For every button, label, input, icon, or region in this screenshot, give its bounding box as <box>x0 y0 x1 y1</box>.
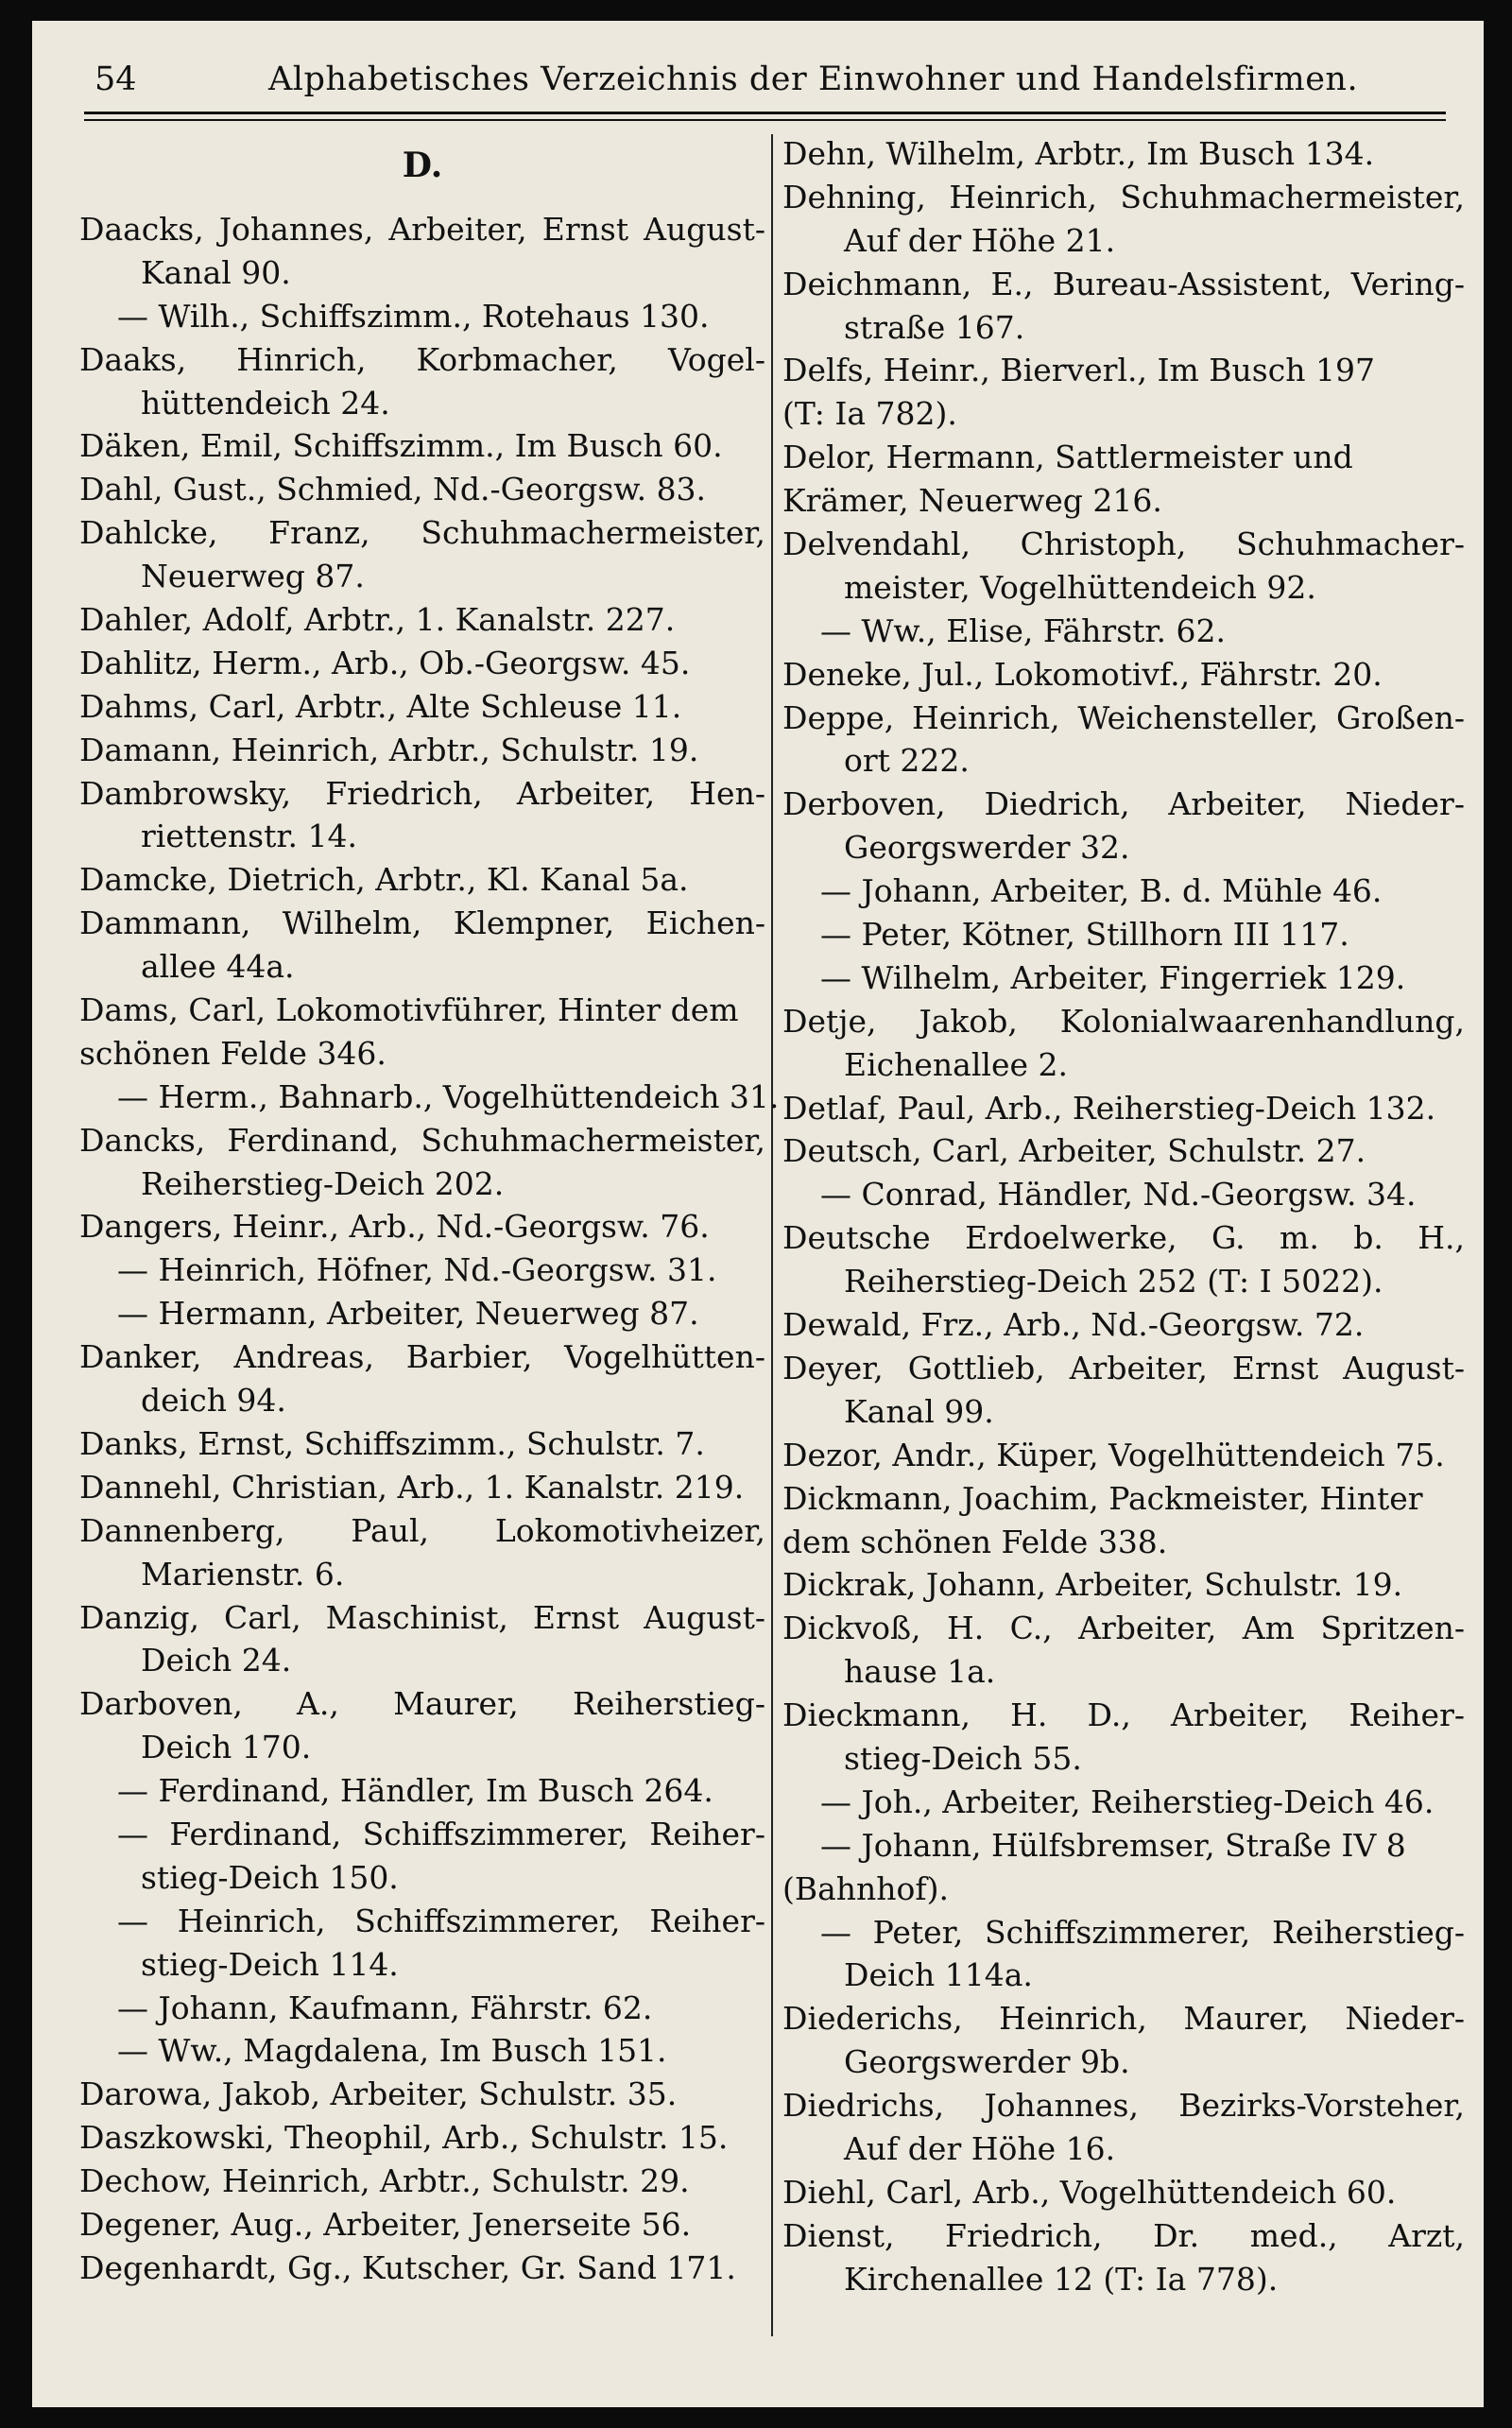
entry-line: Daacks, Johannes, Arbeiter, Ernst August- <box>79 211 765 248</box>
entry-line: riettenstr. 14. <box>141 818 357 855</box>
column-divider <box>771 134 773 2336</box>
entry-line: Deutsche Erdoelwerke, G. m. b. H., <box>782 1219 1465 1257</box>
entry-line: Daszkowski, Theophil, Arb., Schulstr. 15. <box>79 2119 729 2157</box>
entry-line: stieg-Deich 114. <box>141 1945 399 1983</box>
entry-line: Damcke, Dietrich, Arbtr., Kl. Kanal 5a. <box>79 861 689 899</box>
entry-line: Deich 170. <box>141 1729 312 1766</box>
header-rule-thin <box>84 119 1446 121</box>
entry-line: Delor, Hermann, Sattlermeister und <box>782 439 1353 476</box>
entry-line: Dahms, Carl, Arbtr., Alte Schleuse 11. <box>79 687 682 725</box>
entry-line: Damann, Heinrich, Arbtr., Schulstr. 19. <box>79 731 699 768</box>
entry-line: Diehl, Carl, Arb., Vogelhüttendeich 60. <box>782 2173 1397 2211</box>
entry-line: Deich 114a. <box>844 1956 1033 1994</box>
entry-line: Auf der Höhe 16. <box>844 2129 1116 2167</box>
entry-line: Dewald, Frz., Arb., Nd.-Georgsw. 72. <box>782 1306 1365 1344</box>
entry-line: Dickrak, Johann, Arbeiter, Schulstr. 19. <box>782 1566 1403 1604</box>
entry-line: — Ferdinand, Händler, Im Busch 264. <box>117 1772 713 1810</box>
entry-line: Dambrowsky, Friedrich, Arbeiter, Hen- <box>79 774 765 812</box>
entry-line: Darowa, Jakob, Arbeiter, Schulstr. 35. <box>79 2075 678 2113</box>
entry-line: Dienst, Friedrich, Dr. med., Arzt, <box>782 2216 1465 2254</box>
entry-line: Detje, Jakob, Kolonialwaarenhandlung, <box>782 1002 1465 1040</box>
entry-line: Reiherstieg-Deich 202. <box>141 1164 505 1202</box>
entry-line: — Ww., Magdalena, Im Busch 151. <box>117 2032 667 2070</box>
entry-line: Deichmann, E., Bureau-Assistent, Vering- <box>782 265 1465 302</box>
entry-line: Auf der Höhe 21. <box>844 221 1116 259</box>
entry-line: (T: Ia 782). <box>782 395 957 433</box>
entry-line: Dannehl, Christian, Arb., 1. Kanalstr. 219. <box>79 1468 745 1506</box>
left-column <box>79 132 780 2290</box>
entry-line: — Johann, Arbeiter, B. d. Mühle 46. <box>820 872 1383 910</box>
entry-line: allee 44a. <box>141 948 295 986</box>
right-column <box>782 132 1465 2301</box>
entry-line: Krämer, Neuerweg 216. <box>782 482 1162 520</box>
entry-line: Degenhardt, Gg., Kutscher, Gr. Sand 171. <box>79 2248 736 2286</box>
entry-line: Dehning, Heinrich, Schuhmachermeister, <box>782 178 1465 215</box>
entry-line: Delfs, Heinr., Bierverl., Im Busch 197 <box>782 352 1375 389</box>
entry-line: — Herm., Bahnarb., Vogelhüttendeich 31. <box>117 1077 780 1115</box>
entry-line: Deich 24. <box>141 1642 292 1679</box>
entry-line: Dahlitz, Herm., Arb., Ob.-Georgsw. 45. <box>79 644 691 681</box>
entry-line: (Bahnhof). <box>782 1869 950 1907</box>
entry-line: straße 167. <box>844 308 1025 346</box>
entry-line: Neuerweg 87. <box>141 558 365 595</box>
entry-line: Dahler, Adolf, Arbtr., 1. Kanalstr. 227. <box>79 601 676 639</box>
entry-line: — Wilh., Schiffszimm., Rotehaus 130. <box>117 297 710 335</box>
entry-line: schönen Felde 346. <box>79 1034 387 1072</box>
entry-line: — Joh., Arbeiter, Reiherstieg-Deich 46. <box>820 1782 1435 1820</box>
entry-line: Deneke, Jul., Lokomotivf., Fährstr. 20. <box>782 655 1383 693</box>
entry-line: Dams, Carl, Lokomotivführer, Hinter dem <box>79 991 739 1029</box>
entry-line: Dammann, Wilhelm, Klempner, Eichen- <box>79 904 765 942</box>
entry-line: — Heinrich, Höfner, Nd.-Georgsw. 31. <box>117 1251 717 1289</box>
entry-line: Dickvoß, H. C., Arbeiter, Am Spritzen- <box>782 1610 1465 1647</box>
entry-line: Dickmann, Joachim, Packmeister, Hinter <box>782 1479 1423 1517</box>
entry-line: Deyer, Gottlieb, Arbeiter, Ernst August- <box>782 1349 1465 1386</box>
entry-line: — Johann, Hülfsbremser, Straße IV 8 <box>820 1826 1406 1864</box>
entry-line: Danker, Andreas, Barbier, Vogelhütten- <box>79 1338 765 1376</box>
entry-line: Dezor, Andr., Küper, Vogelhüttendeich 75. <box>782 1436 1445 1473</box>
entry-line: Darboven, A., Maurer, Reiherstieg- <box>79 1685 765 1723</box>
entry-line: — Peter, Schiffszimmerer, Reiherstieg- <box>820 1913 1465 1951</box>
entry-line: Dechow, Heinrich, Arbtr., Schulstr. 29. <box>79 2162 690 2200</box>
entry-line: — Ferdinand, Schiffszimmerer, Reiher- <box>117 1815 765 1852</box>
page-number: 54 <box>94 60 137 98</box>
entry-line: dem schönen Felde 338. <box>782 1523 1168 1560</box>
entry-line: Deppe, Heinrich, Weichensteller, Großen- <box>782 698 1465 736</box>
entry-line: Degener, Aug., Arbeiter, Jenerseite 56. <box>79 2205 692 2243</box>
entry-line: hause 1a. <box>844 1653 996 1691</box>
entry-line: Detlaf, Paul, Arb., Reiherstieg-Deich 132. <box>782 1089 1436 1127</box>
entry-line: Daaks, Hinrich, Korbmacher, Vogel- <box>79 340 765 378</box>
entry-line: Georgswerder 9b. <box>844 2043 1130 2081</box>
entry-line: — Johann, Kaufmann, Fährstr. 62. <box>117 1989 653 2026</box>
entry-line: Diederichs, Heinrich, Maurer, Nieder- <box>782 2000 1465 2038</box>
entry-line: Dahl, Gust., Schmied, Nd.-Georgsw. 83. <box>79 471 707 508</box>
entry-line: Eichenallee 2. <box>844 1045 1068 1083</box>
entry-line: Derboven, Diedrich, Arbeiter, Nieder- <box>782 785 1465 823</box>
entry-line: — Wilhelm, Arbeiter, Fingerriek 129. <box>820 958 1406 996</box>
entry-line: Delvendahl, Christoph, Schuhmacher- <box>782 525 1465 563</box>
entry-line: Däken, Emil, Schiffszimm., Im Busch 60. <box>79 427 723 465</box>
entry-line: ort 222. <box>844 742 970 780</box>
entry-line: Georgswerder 32. <box>844 829 1130 867</box>
section-letter-heading: D. <box>402 146 443 185</box>
entry-line: stieg-Deich 55. <box>844 1739 1082 1777</box>
entry-line: Kanal 90. <box>141 253 291 291</box>
entry-line: — Ww., Elise, Fährstr. 62. <box>820 611 1227 649</box>
entry-line: Kirchenallee 12 (T: Ia 778). <box>844 2260 1279 2298</box>
entry-line: Dieckmann, H. D., Arbeiter, Reiher- <box>782 1696 1465 1734</box>
entry-line: Danzig, Carl, Maschinist, Ernst August- <box>79 1598 765 1636</box>
running-title: Alphabetisches Verzeichnis der Einwohner und Handelsfirmen. <box>268 60 1359 98</box>
entry-line: — Heinrich, Schiffszimmerer, Reiher- <box>117 1902 765 1939</box>
entry-line: Deutsch, Carl, Arbeiter, Schulstr. 27. <box>782 1132 1366 1170</box>
entry-line: Dancks, Ferdinand, Schuhmachermeister, <box>79 1121 765 1159</box>
entry-line: Marienstr. 6. <box>141 1555 345 1593</box>
entry-line: Kanal 99. <box>844 1392 994 1430</box>
entry-line: Dehn, Wilhelm, Arbtr., Im Busch 134. <box>782 135 1375 172</box>
entry-line: Reiherstieg-Deich 252 (T: I 5022). <box>844 1263 1383 1300</box>
entry-line: Dannenberg, Paul, Lokomotivheizer, <box>79 1511 765 1549</box>
entry-line: Diedrichs, Johannes, Bezirks-Vorsteher, <box>782 2087 1465 2125</box>
entry-line: — Conrad, Händler, Nd.-Georgsw. 34. <box>820 1176 1417 1214</box>
entry-line: — Peter, Kötner, Stillhorn III 117. <box>820 916 1349 954</box>
entry-line: Danks, Ernst, Schiffszimm., Schulstr. 7. <box>79 1424 705 1462</box>
entry-line: Dahlcke, Franz, Schuhmachermeister, <box>79 514 765 552</box>
entry-line: — Hermann, Arbeiter, Neuerweg 87. <box>117 1295 699 1333</box>
entry-line: deich 94. <box>141 1382 286 1420</box>
entry-line: hüttendeich 24. <box>141 384 390 422</box>
entry-line: Dangers, Heinr., Arb., Nd.-Georgsw. 76. <box>79 1208 710 1246</box>
directory-page <box>32 21 1484 2407</box>
entry-line: stieg-Deich 150. <box>141 1858 399 1896</box>
header-rule <box>84 112 1446 114</box>
entry-line: meister, Vogelhüttendeich 92. <box>844 568 1316 606</box>
page-header <box>32 57 1484 104</box>
